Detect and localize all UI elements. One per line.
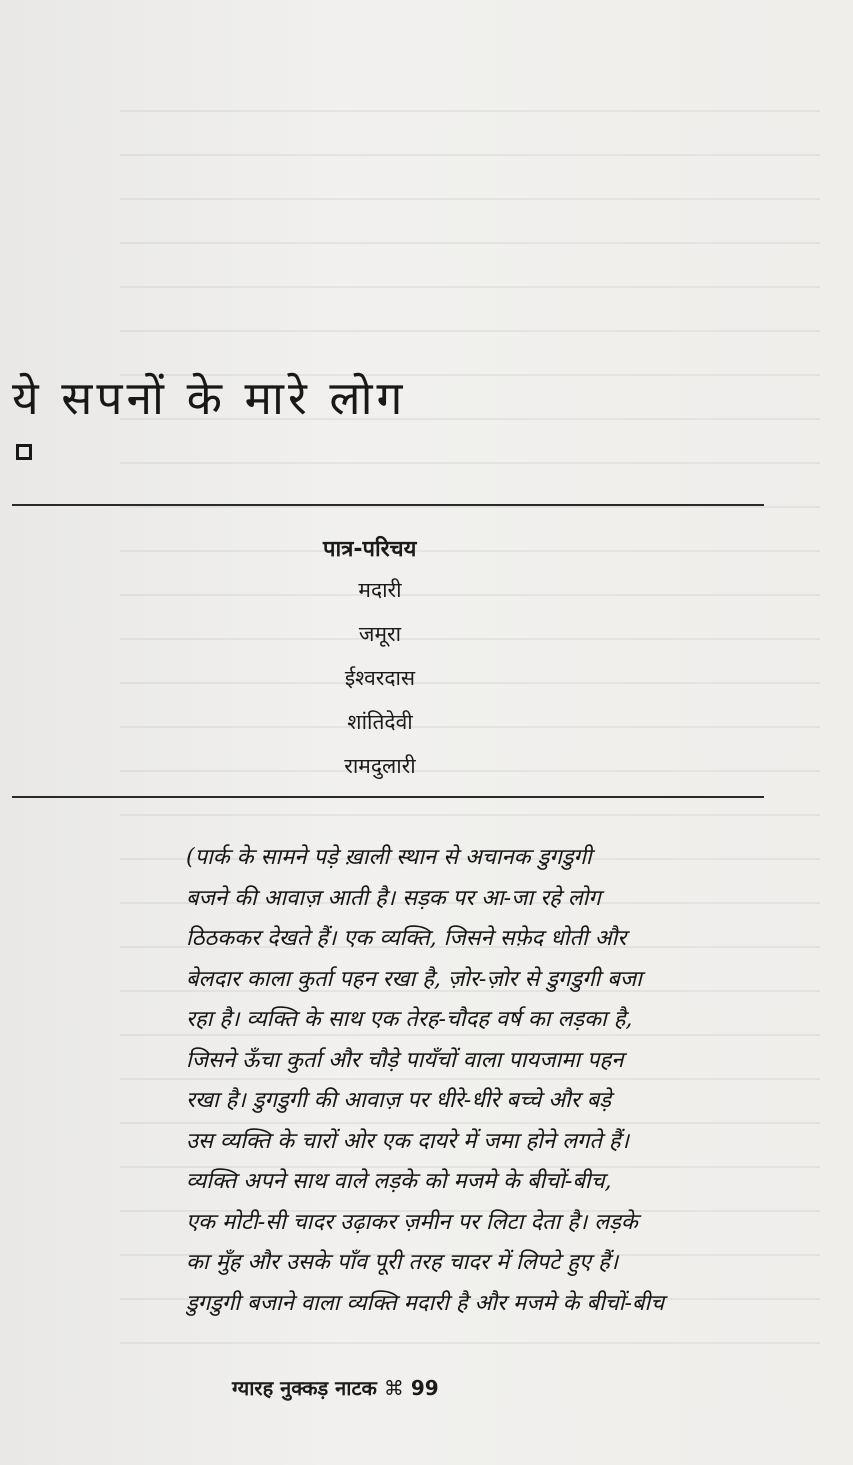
cast-item: रामदुलारी — [344, 754, 416, 778]
separator-icon: ⌘ — [383, 1376, 404, 1400]
stage-line: बेलदार काला कुर्ता पहन रखा है, ज़ोर-ज़ोर से डुगडुगी बजा — [186, 966, 642, 992]
cast-item: शांतिदेवी — [347, 710, 413, 734]
stage-line: का मुँह और उसके पाँव पूरी तरह चादर में लिपटे हुए हैं। — [186, 1250, 619, 1275]
square-bullet-icon — [16, 444, 32, 460]
book-title: ग्यारह नुक्कड़ नाटक — [232, 1376, 377, 1400]
stage-line: रहा है। व्यक्ति के साथ एक तेरह-चौदह वर्ष का लड़का है, — [186, 1007, 633, 1032]
stage-line: (पार्क के सामने पड़े ख़ाली स्थान से अचानक डुगडुगी — [186, 845, 592, 870]
cast-item: जमूरा — [358, 622, 402, 646]
stage-line: एक मोटी-सी चादर उढ़ाकर ज़मीन पर लिटा देता है। लड़के — [186, 1209, 638, 1235]
divider-top — [12, 504, 764, 506]
page-number: 99 — [410, 1376, 439, 1400]
stage-direction — [186, 838, 782, 1324]
stage-line: रखा है। डुगडुगी की आवाज़ पर धीरे-धीरे बच्चे और बड़े — [186, 1088, 612, 1113]
stage-line: ठिठककर देखते हैं। एक व्यक्ति, जिसने सफ़ेद धोती और — [186, 926, 627, 951]
page-footer — [232, 1374, 439, 1401]
play-title: ये सपनों के मारे लोग — [12, 371, 407, 425]
stage-line: बजने की आवाज़ आती है। सड़क पर आ-जा रहे लोग — [186, 885, 601, 911]
cast-item: मदारी — [358, 578, 402, 602]
cast-heading: पात्र-परिचय — [323, 537, 417, 562]
stage-line: जिसने ऊँचा कुर्ता और चौड़े पायँचों वाला पायजामा पहन — [186, 1047, 624, 1073]
divider-bottom — [12, 796, 764, 798]
cast-item: ईश्वरदास — [344, 666, 416, 690]
cast-list — [310, 575, 450, 795]
stage-line: उस व्यक्ति के चारों ओर एक दायरे में जमा होने लगते हैं। — [186, 1128, 629, 1154]
stage-line: डुगडुगी बजाने वाला व्यक्ति मदारी है और मजमे के बीचों-बीच — [186, 1290, 665, 1316]
stage-line: व्यक्ति अपने साथ वाले लड़के को मजमे के बीचों-बीच, — [186, 1169, 612, 1194]
